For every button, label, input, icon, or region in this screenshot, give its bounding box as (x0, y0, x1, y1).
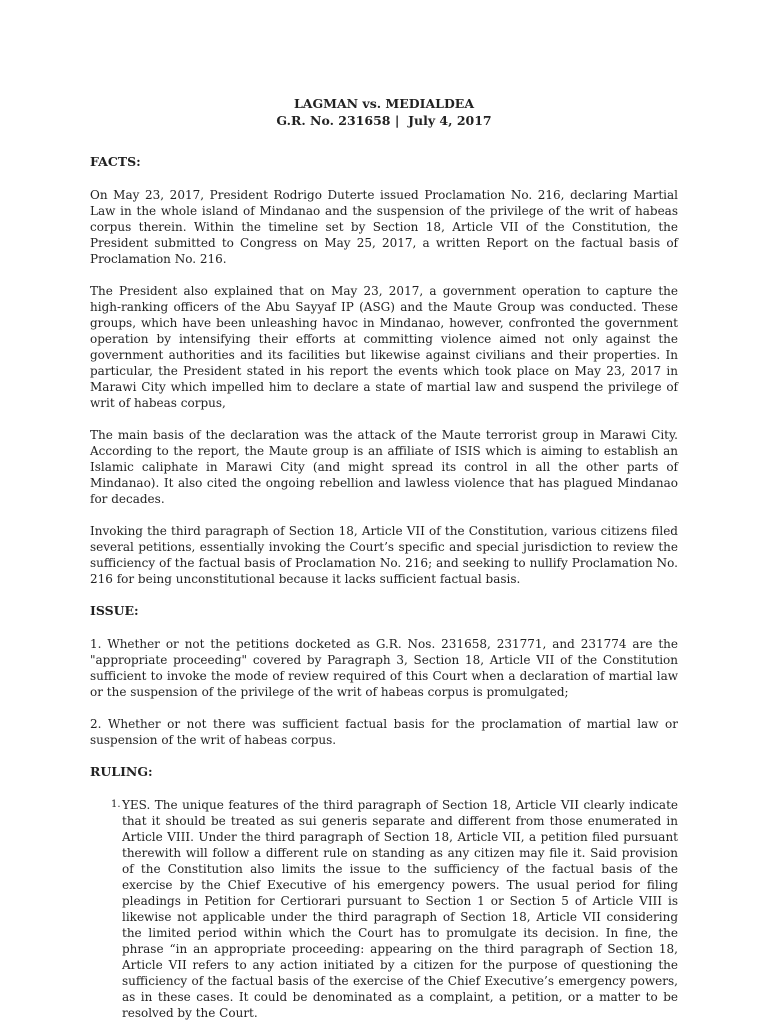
facts-paragraph: The main basis of the declaration was the attack of the Maute terrorist group in Marawi City. According to the report, the Maute group is an affiliate of ISIS which is aiming to establish an Islamic caliphate in Marawi City (and might spread its control in all the other parts of Mindanao). It also cited the ongoing rebellion and lawless violence that has plagued Mindanao for decades. (90, 428, 678, 506)
ruling-item (90, 797, 678, 1021)
facts-paragraph: On May 23, 2017, President Rodrigo Duterte issued Proclamation No. 216, declaring Martial Law in the whole island of Mindanao and the suspension of the privilege of the writ of habeas corpus therein. Within the timeline set by Section 18, Article VII of the Constitution, the President submitted to Congress on May 25, 2017, a written Report on the factual basis of Proclamation No. 216. (90, 188, 678, 266)
facts-heading: FACTS: (90, 154, 141, 169)
case-header (90, 95, 678, 129)
case-info: G.R. No. 231658 | July 4, 2017 (276, 113, 492, 128)
facts-paragraph: The President also explained that on May 23, 2017, a government operation to capture the high-ranking officers of the Abu Sayyaf IP (ASG) and the Maute Group was conducted. These groups, which have been unleashing havoc in Mindanao, however, confronted the government operation by intensifying their efforts at committing violence aimed not only against the government authorities and its facilities but likewise against civilians and their properties. In particular, the President stated in his report the events which took place on May 23, 2017 in Marawi City which impelled him to declare a state of martial law and suspend the privilege of writ of habeas corpus, (90, 284, 678, 410)
issue-heading: ISSUE: (90, 603, 139, 618)
ruling-heading: RULING: (90, 764, 153, 779)
case-title: LAGMAN vs. MEDIALDEA (293, 96, 475, 111)
ruling-item-number: 1. (111, 799, 121, 810)
issue-paragraph: 1. Whether or not the petitions docketed as G.R. Nos. 231658, 231771, and 231774 are the "appropriate proceeding" covered by Paragraph 3, Section 18, Article VII of the Constitution sufficient to invoke the mode of review required of this Court when a declaration of martial law or the suspension of the privilege of the writ of habeas corpus is promulgated; (90, 637, 678, 699)
ruling-item-text: YES. The unique features of the third paragraph of Section 18, Article VII clearly indicate that it should be treated as sui generis separate and different from those enumerated in Article VIII. Under the third paragraph of Section 18, Article VII, a petition filed pursuant therewith will follow a different rule on standing as any citizen may file it. Said provision of the Constitution also limits the issue to the sufficiency of the factual basis of the exercise by the Chief Executive of his emergency powers. The usual period for filing pleadings in Petition for Certiorari pursuant to Section 1 or Section 5 of Article VIII is likewise not applicable under the third paragraph of Section 18, Article VII considering the limited period within which the Court has to promulgate its decision. In fine, the phrase “in an appropriate proceeding: appearing on the third paragraph of Section 18, Article VII refers to any action initiated by a citizen for the purpose of questioning the sufficiency of the factual basis of the exercise of the Chief Executive’s emergency powers, as in these cases. It could be denominated as a complaint, a petition, or a matter to be resolved by the Court. (122, 798, 678, 1020)
facts-paragraph: Invoking the third paragraph of Section 18, Article VII of the Constitution, various citizens filed several petitions, essentially invoking the Court’s specific and special jurisdiction to review the sufficiency of the factual basis of Proclamation No. 216; and seeking to nullify Proclamation No. 216 for being unconstitutional because it lacks sufficient factual basis. (90, 524, 678, 586)
ruling-list (90, 797, 678, 1021)
issue-paragraph: 2. Whether or not there was sufficient factual basis for the proclamation of martial law or suspension of the writ of habeas corpus. (90, 717, 678, 747)
